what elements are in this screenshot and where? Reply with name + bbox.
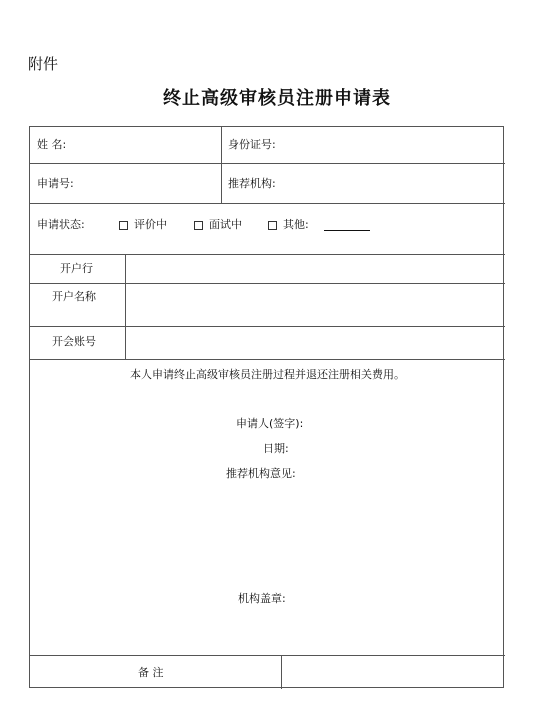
name-field-label: 姓 名: (37, 138, 67, 151)
column-divider (125, 254, 126, 359)
status-evaluating-checkbox[interactable] (119, 221, 128, 230)
status-other-checkbox[interactable] (268, 221, 277, 230)
account-name-label: 开户名称 (52, 290, 96, 303)
application-form-table (29, 126, 504, 688)
status-interviewing-checkbox[interactable] (194, 221, 203, 230)
attachment-label: 附件 (28, 55, 59, 73)
status-evaluating-label: 评价中 (134, 218, 167, 231)
recommending-org-field-label: 推荐机构: (228, 177, 276, 190)
column-divider (281, 655, 282, 689)
account-number-label: 开会账号 (52, 335, 96, 348)
remarks-label: 备 注 (138, 666, 164, 679)
applicant-signature-label: 申请人(签字): (236, 417, 304, 430)
row-divider (30, 254, 505, 255)
declaration-text: 本人申请终止高级审核员注册过程并退还注册相关费用。 (130, 368, 405, 381)
row-divider (30, 203, 505, 204)
application-status-label: 申请状态: (37, 218, 85, 231)
row-divider (30, 326, 505, 327)
date-label: 日期: (263, 442, 289, 455)
row-divider (30, 359, 505, 360)
status-other-blank-line[interactable] (324, 230, 370, 231)
row-divider (30, 163, 505, 164)
recommending-org-opinion-label: 推荐机构意见: (226, 467, 296, 480)
bank-label: 开户行 (60, 262, 93, 275)
application-number-field-label: 申请号: (37, 177, 74, 190)
column-divider (221, 127, 222, 203)
status-interviewing-label: 面试中 (209, 218, 242, 231)
row-divider (30, 655, 505, 656)
status-other-label: 其他: (283, 218, 309, 231)
id-number-field-label: 身份证号: (228, 138, 276, 151)
row-divider (30, 283, 505, 284)
org-seal-label: 机构盖章: (238, 592, 286, 605)
form-title: 终止高级审核员注册申请表 (163, 88, 391, 109)
